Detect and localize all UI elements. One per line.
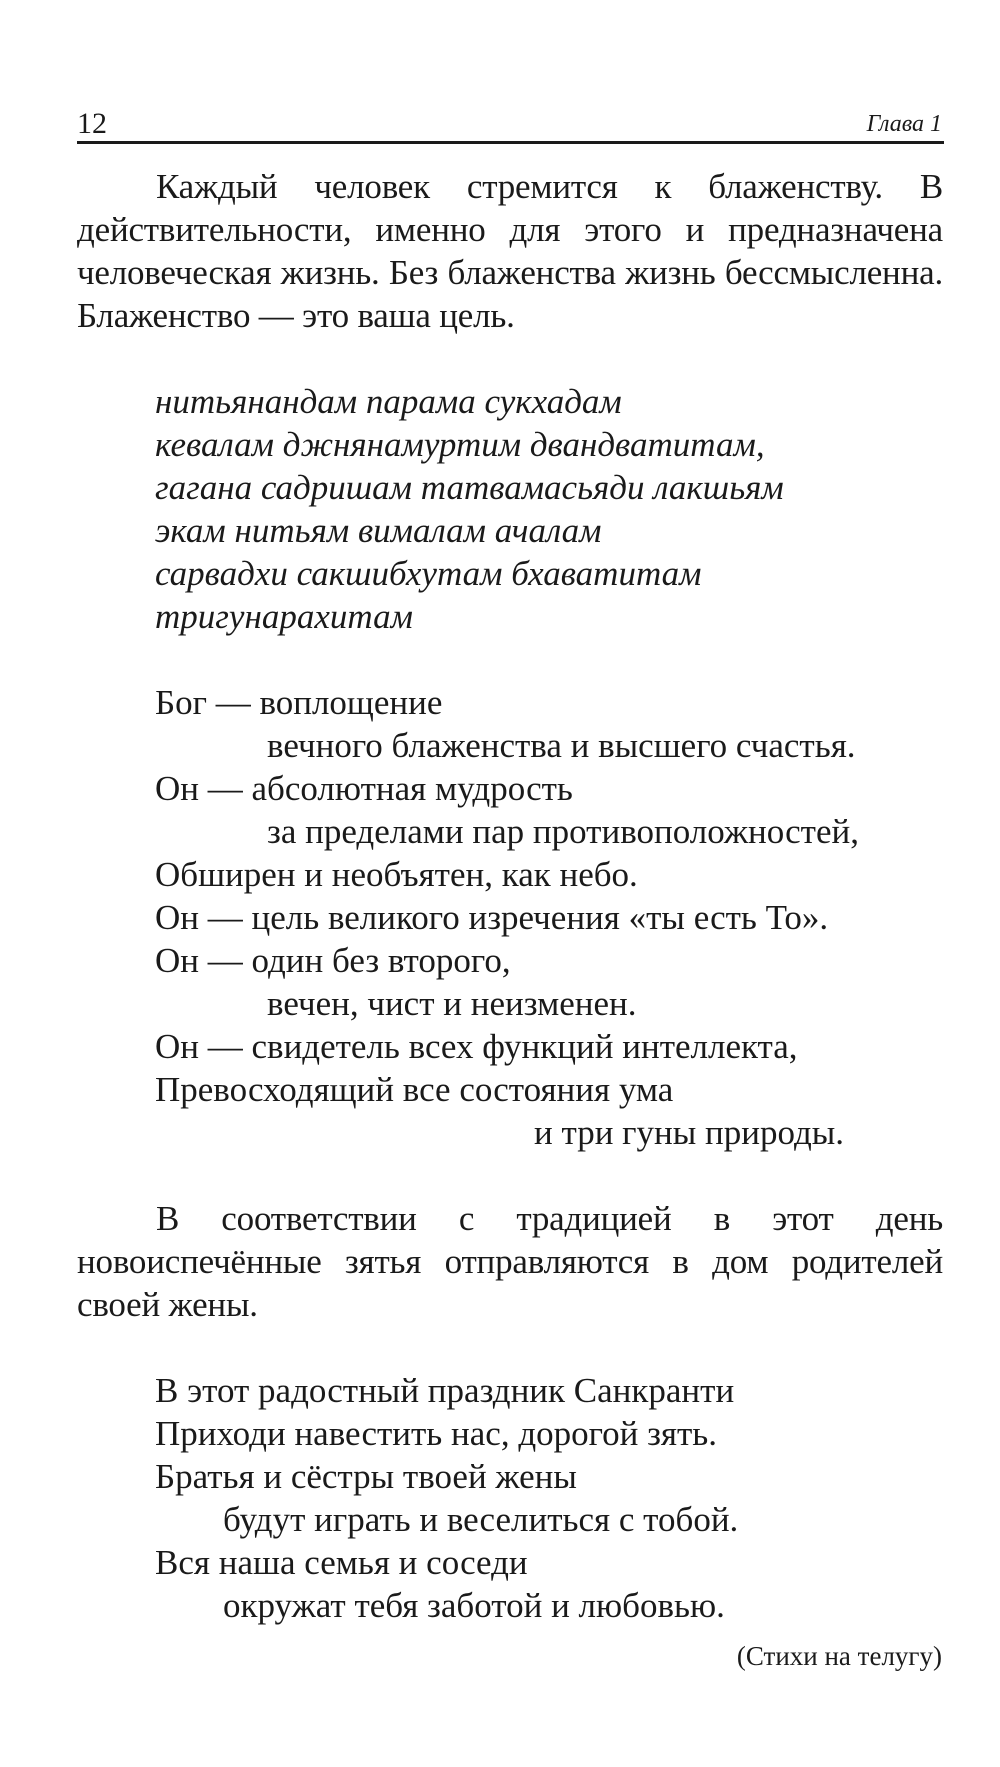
translation-line: вечен, чист и неизменен.: [267, 984, 637, 1023]
poem-line: Братья и сёстры твоей жены: [155, 1457, 577, 1496]
translation-line: Он — цель великого изречения «ты есть То».: [155, 898, 829, 937]
translation-line: за пределами пар противоположностей,: [267, 812, 859, 851]
paragraph-bliss-text: Каждый человек стремится к блаженству. В действительности, именно для этого и предназначена человеческая жизнь. Без блаженства жизнь бессмысленна. Блаженство — это ваша цель.: [77, 167, 943, 335]
sanskrit-line: кевалам джнянамуртим двандватитам,: [155, 425, 765, 464]
translation-line: Превосходящий все состояния ума: [155, 1070, 674, 1109]
header-rule: [77, 141, 944, 144]
chapter-title: Глава 1: [866, 111, 942, 137]
poem-line: Вся наша семья и соседи: [155, 1543, 528, 1582]
poem-source: (Стихи на телугу): [736, 1641, 942, 1671]
paragraph-bliss: [77, 165, 943, 337]
translation-line: Он — свидетель всех функций интеллекта,: [155, 1027, 798, 1066]
translation-line: Он — абсолютная мудрость: [155, 769, 573, 808]
sanskrit-line: сарвадхи сакшибхутам бхаватитам: [155, 554, 702, 593]
sanskrit-line: нитьянандам парама сукхадам: [155, 382, 622, 421]
running-head: [77, 106, 944, 142]
poem-line: Приходи навестить нас, дорогой зять.: [155, 1414, 718, 1453]
translation-line: Обширен и необъятен, как небо.: [155, 855, 638, 894]
poem-line: окружат тебя заботой и любовью.: [223, 1586, 725, 1625]
paragraph-tradition: [77, 1197, 943, 1326]
translation-line: вечного блаженства и высшего счастья.: [267, 726, 856, 765]
telugu-poem: [155, 1369, 738, 1627]
translation-verse: [155, 681, 859, 1154]
paragraph-tradition-text: В соответствии с традицией в этот день новоиспечённые зятья отправляются в дом родителей своей жены.: [77, 1199, 943, 1324]
sanskrit-line: экам нитьям вималам ачалам: [155, 511, 602, 550]
sanskrit-verse: [155, 380, 784, 638]
poem-line: будут играть и веселиться с тобой.: [223, 1500, 739, 1539]
sanskrit-line: тригунарахитам: [155, 597, 413, 636]
translation-line: Он — один без второго,: [155, 941, 511, 980]
translation-line: Бог — воплощение: [155, 683, 443, 722]
poem-line: В этот радостный праздник Санкранти: [155, 1371, 735, 1410]
page-number: 12: [77, 107, 107, 140]
translation-line: и три гуны природы.: [534, 1113, 845, 1152]
sanskrit-line: гагана садришам татвамасьяди лакшьям: [155, 468, 784, 507]
